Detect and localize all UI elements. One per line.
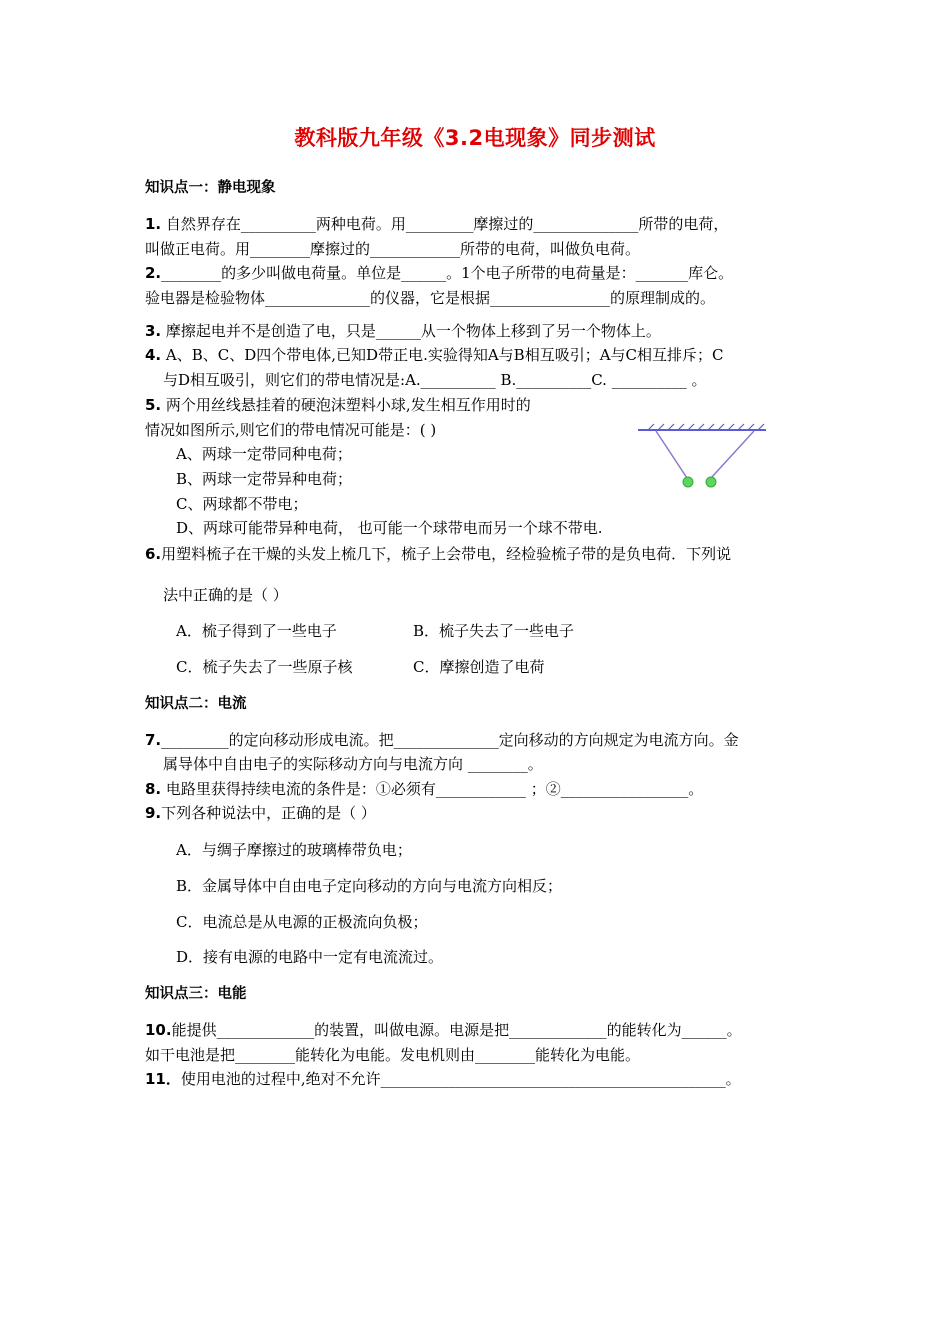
question-text: 下列各种说法中，正确的是（ ） — [161, 804, 376, 822]
question-6-option-d: C．摩擦创造了电荷 — [413, 658, 545, 676]
question-9 — [145, 803, 376, 823]
question-text: 使用电池的过程中,绝对不允许______________________________________________。 — [180, 1070, 741, 1088]
question-4-line-1 — [145, 345, 724, 365]
question-text: 电路里获得持续电流的条件是：①必须有____________ ；②_________________。 — [165, 780, 704, 798]
question-8 — [145, 779, 703, 799]
question-10-line-1 — [145, 1020, 742, 1040]
question-1-line-2: 叫做正电荷。用________摩擦过的____________所带的电荷，叫做负电荷。 — [145, 240, 641, 258]
question-number: 7. — [145, 731, 162, 749]
question-text: 两个用丝线悬挂着的硬泡沫塑料小球,发生相互作用时的 — [165, 396, 531, 414]
question-number: 5. — [145, 396, 162, 414]
question-6-line-2: 法中正确的是（ ） — [163, 586, 288, 604]
section-heading-2: 知识点二：电流 — [145, 696, 247, 712]
right-ball — [706, 477, 716, 487]
section-heading-1: 知识点一：静电现象 — [145, 180, 276, 196]
question-10-line-2: 如干电池是把________能转化为电能。发电机则由________能转化为电能。 — [145, 1046, 641, 1064]
question-6-line-1 — [145, 544, 731, 564]
question-9-option-c: C．电流总是从电源的正极流向负极； — [176, 913, 428, 931]
hanging-balls-diagram — [636, 422, 768, 492]
question-9-option-d: D．接有电源的电路中一定有电流流过。 — [176, 948, 444, 966]
question-text: 摩擦起电并不是创造了电，只是______从一个物体上移到了另一个物体上。 — [165, 322, 661, 340]
question-6-option-b: B．梳子失去了一些电子 — [413, 622, 575, 640]
question-6-option-a: A．梳子得到了一些电子 — [176, 622, 337, 640]
question-text: A、B、C、D四个带电体,已知D带正电.实验得知A与B相互吸引；A与C相互排斥；C — [165, 346, 724, 364]
question-number: 9. — [145, 804, 162, 822]
question-number: 11． — [145, 1070, 181, 1088]
right-thread — [711, 431, 754, 478]
question-number: 3. — [145, 322, 162, 340]
question-7-line-2: 属导体中自由电子的实际移动方向与电流方向 ________。 — [163, 755, 543, 773]
question-4-line-2: 与D相互吸引，则它们的带电情况是:A.__________ B.__________C. __________ 。 — [163, 371, 707, 389]
left-thread — [656, 431, 687, 478]
section-heading-3: 知识点三：电能 — [145, 986, 247, 1002]
question-text: ________的多少叫做电荷量。单位是______。1个电子所带的电荷量是：_______库仑。 — [161, 264, 734, 282]
question-5-option-c: C、两球都不带电； — [176, 495, 308, 513]
question-text: 能提供_____________的装置，叫做电源。电源是把_____________的能转化为______。 — [171, 1021, 742, 1039]
question-5-line-2: 情况如图所示,则它们的带电情况可能是：( ) — [145, 421, 437, 439]
question-2-line-2: 验电器是检验物体______________的仪器，它是根据________________的原理制成的。 — [145, 289, 716, 307]
question-number: 8. — [145, 780, 162, 798]
left-ball — [683, 477, 693, 487]
question-5-option-d: D、两球可能带异种电荷， 也可能一个球带电而另一个球不带电. — [176, 519, 603, 537]
question-1-line-1 — [145, 214, 728, 234]
question-number: 2. — [145, 264, 162, 282]
question-9-option-a: A．与绸子摩擦过的玻璃棒带负电； — [176, 841, 412, 859]
question-number: 6. — [145, 545, 162, 563]
question-3 — [145, 321, 661, 341]
question-number: 10. — [145, 1021, 172, 1039]
question-9-option-b: B．金属导体中自由电子定向移动的方向与电流方向相反； — [176, 877, 563, 895]
question-number: 4. — [145, 346, 162, 364]
question-11 — [145, 1069, 741, 1089]
question-2-line-1 — [145, 263, 733, 283]
page-title: 教科版九年级《3.2电现象》同步测试 — [294, 126, 656, 150]
question-text: 用塑料梳子在干燥的头发上梳几下，梳子上会带电，经检验梳子带的是负电荷．下列说 — [161, 545, 732, 563]
question-5-line-1 — [145, 395, 531, 415]
question-text: 自然界存在__________两种电荷。用_________摩擦过的______________所带的电荷， — [165, 215, 729, 233]
question-5-option-b: B、两球一定带异种电荷； — [176, 470, 353, 488]
question-5-option-a: A、两球一定带同种电荷； — [176, 445, 352, 463]
question-7-line-1 — [145, 730, 739, 750]
question-6-option-c: C．梳子失去了一些原子核 — [176, 658, 353, 676]
question-text: _________的定向移动形成电流。把______________定向移动的方向规定为电流方向。金 — [161, 731, 739, 749]
question-number: 1. — [145, 215, 162, 233]
